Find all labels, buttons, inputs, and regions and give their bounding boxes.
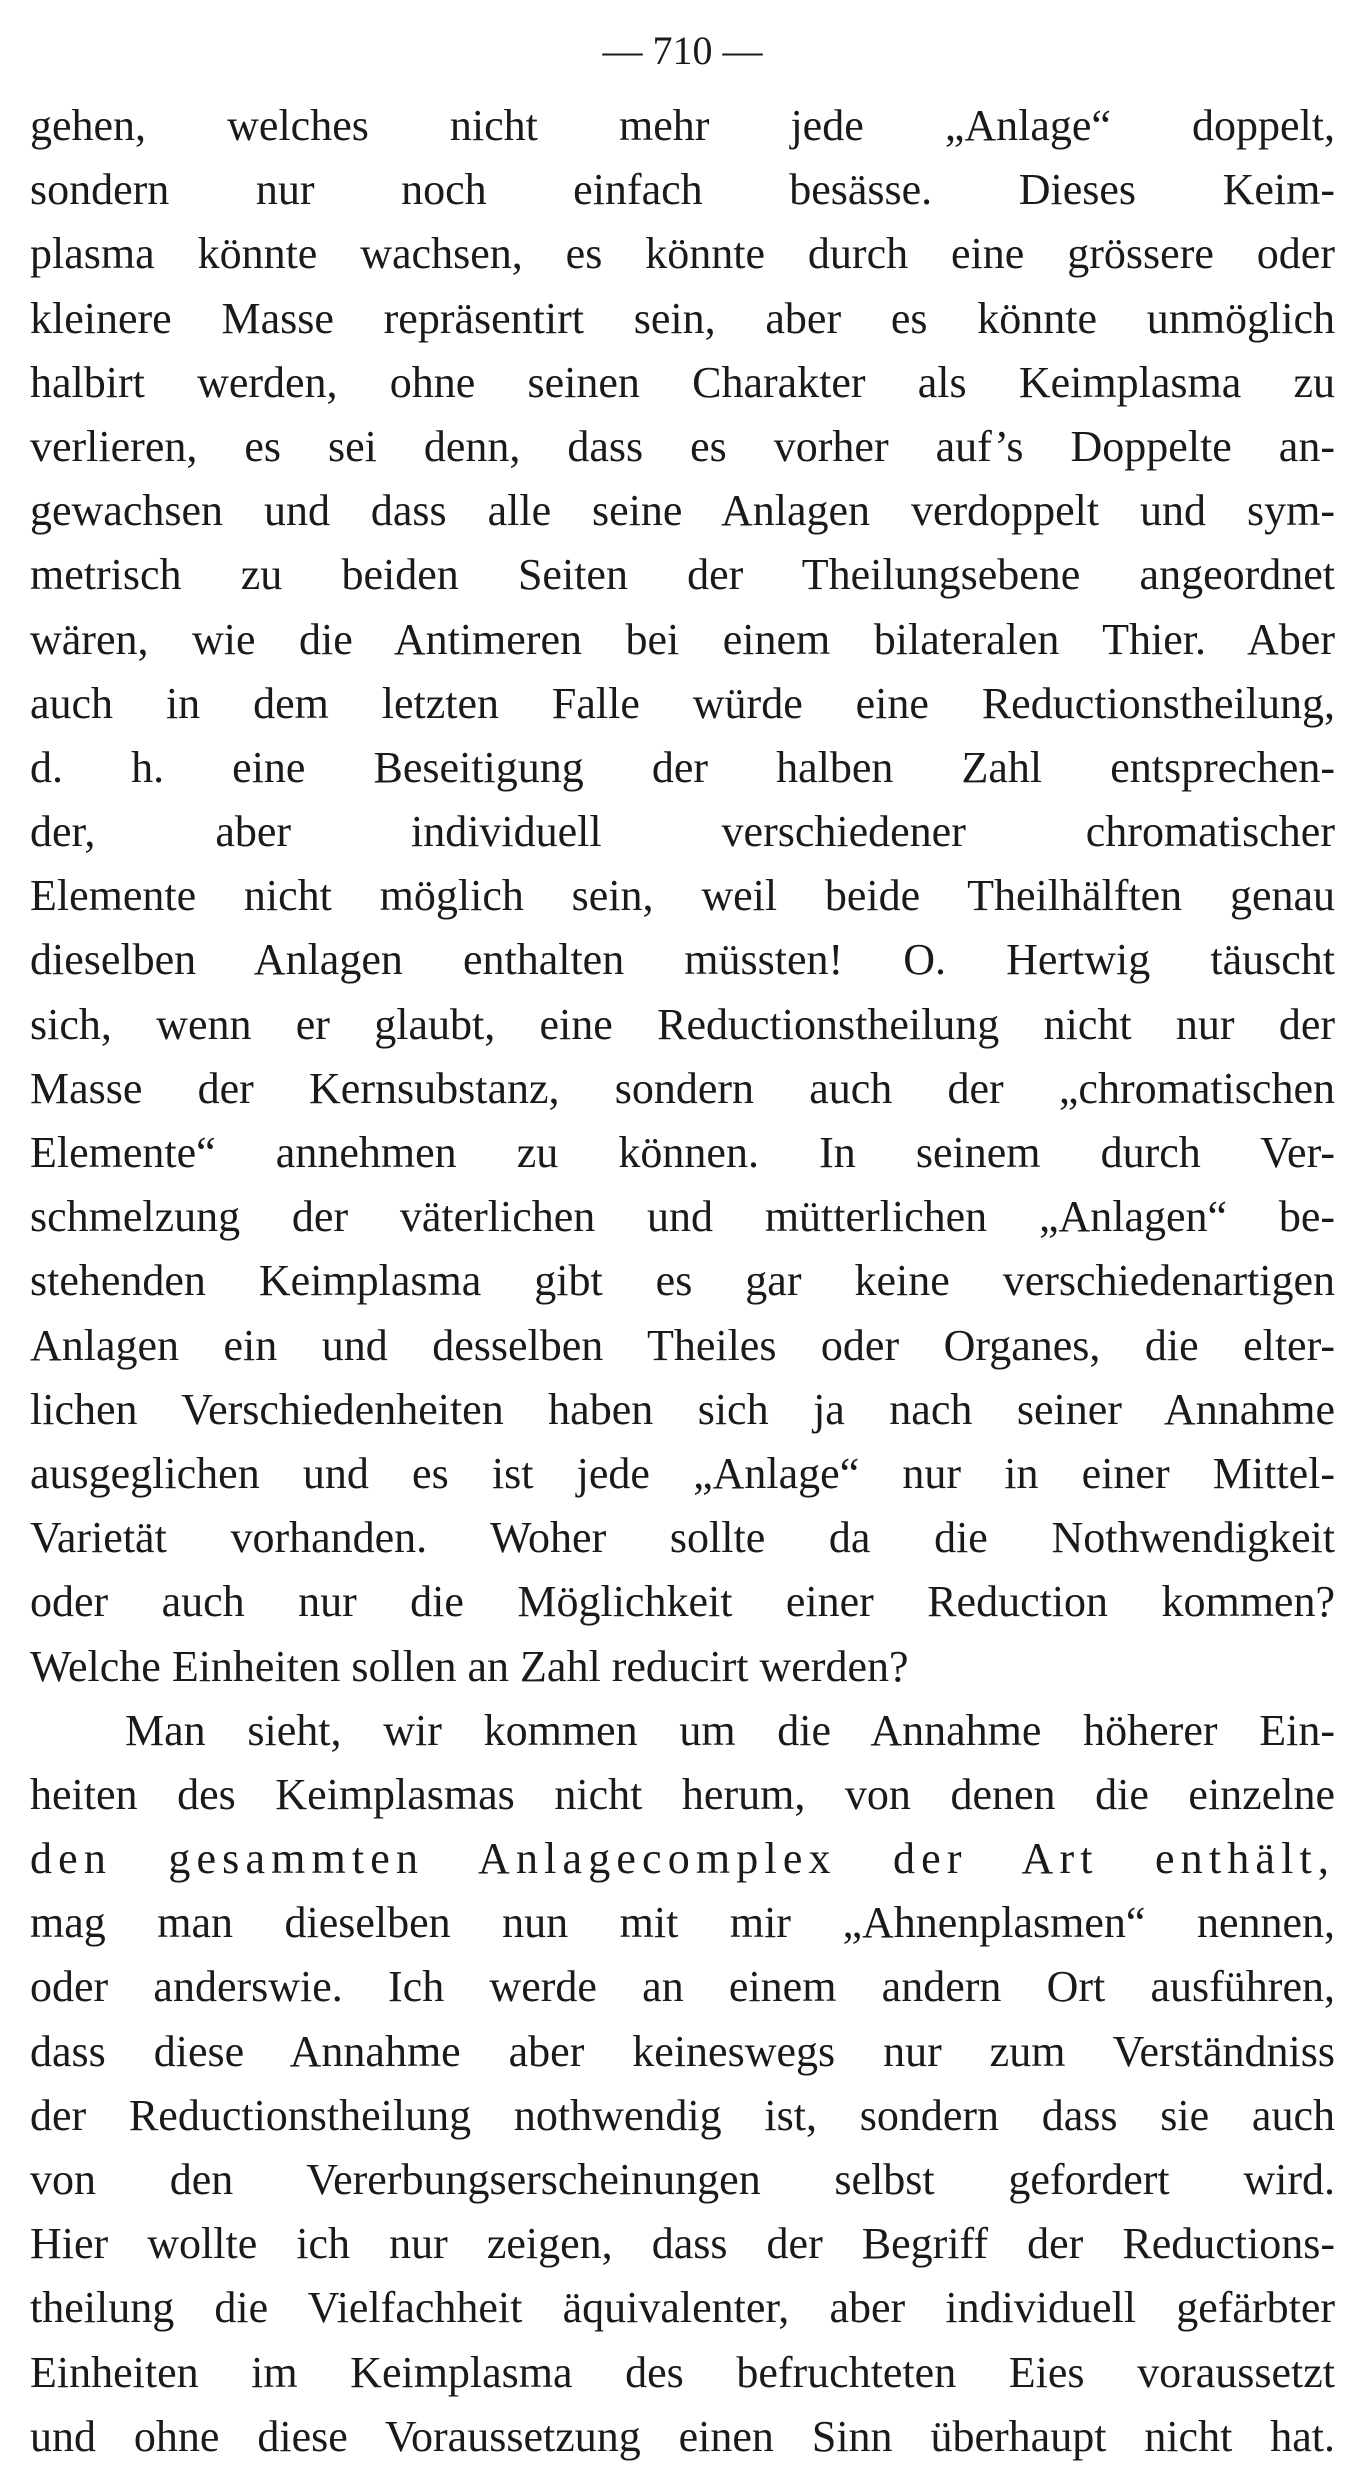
text-line: auch in dem letzten Falle würde eine Reductionstheilung, xyxy=(30,678,1335,728)
text-line: schmelzung der väterlichen und mütterlichen „Anlagen“ be- xyxy=(30,1192,1335,1242)
text-line: der, aber individuell verschiedener chromatischer xyxy=(30,807,1335,857)
text-line: wären, wie die Antimeren bei einem bilateralen Thier. Aber xyxy=(30,614,1335,664)
text-line: Elemente“ annehmen zu können. In seinem durch Ver- xyxy=(30,1128,1335,1177)
text-line: metrisch zu beiden Seiten der Theilungsebene angeordnet xyxy=(30,550,1335,600)
text-line: oder auch nur die Möglichkeit einer Reduction kommen? xyxy=(30,1577,1335,1627)
text-line: halbirt werden, ohne seinen Charakter als Keimplasma zu xyxy=(30,357,1335,407)
text-line: theilung die Vielfachheit äquivalenter, aber individuell gefärbter xyxy=(30,2283,1335,2333)
text-line: Elemente nicht möglich sein, weil beide Theilhälften genau xyxy=(30,871,1335,921)
text-line: gewachsen und dass alle seine Anlagen verdoppelt und sym- xyxy=(30,486,1335,536)
text-line: gehen, welches nicht mehr jede „Anlage“ doppelt, xyxy=(30,101,1335,150)
paragraph-1 xyxy=(30,94,1335,1699)
text-line: Hier wollte ich nur zeigen, dass der Begriff der Reductions- xyxy=(30,2219,1335,2269)
text-line: den gesammten Anlagecomplex der Art enthält, xyxy=(30,1834,1335,1884)
page-number: — 710 — xyxy=(602,28,763,73)
text-line: Masse der Kernsubstanz, sondern auch der „chromatischen xyxy=(30,1063,1335,1113)
text-line: der Reductionstheilung nothwendig ist, sondern dass sie auch xyxy=(30,2090,1335,2140)
text-line: oder anderswie. Ich werde an einem andern Ort ausführen, xyxy=(30,1962,1335,2012)
text-line: mag man dieselben nun mit mir „Ahnenplasmen“ nennen, xyxy=(30,1898,1335,1948)
book-page xyxy=(30,22,1335,2469)
text-line: kleinere Masse repräsentirt sein, aber es könnte unmöglich xyxy=(30,293,1335,343)
text-line: ausgeglichen und es ist jede „Anlage“ nur in einer Mittel- xyxy=(30,1448,1335,1498)
text-line: plasma könnte wachsen, es könnte durch eine grössere oder xyxy=(30,229,1335,279)
text-line: Varietät vorhanden. Woher sollte da die Nothwendigkeit xyxy=(30,1513,1335,1563)
text-line: dieselben Anlagen enthalten müssten! O. Hertwig täuscht xyxy=(30,935,1335,985)
text-line: Anlagen ein und desselben Theiles oder Organes, die elter- xyxy=(30,1320,1335,1370)
text-line: Welche Einheiten sollen an Zahl reducirt werden? xyxy=(30,1641,909,1691)
text-line: dass diese Annahme aber keineswegs nur zum Verständniss xyxy=(30,2026,1335,2076)
text-line: d. h. eine Beseitigung der halben Zahl entsprechen- xyxy=(30,742,1335,792)
text-line: stehenden Keimplasma gibt es gar keine verschiedenartigen xyxy=(30,1256,1335,1306)
text-line: heiten des Keimplasmas nicht herum, von denen die einzelne xyxy=(30,1769,1335,1819)
text-line: verlieren, es sei denn, dass es vorher auf’s Doppelte an- xyxy=(30,421,1335,471)
text-line: lichen Verschiedenheiten haben sich ja nach seiner Annahme xyxy=(30,1384,1335,1434)
text-line: sondern nur noch einfach besässe. Dieses Keim- xyxy=(30,165,1335,215)
text-line: Einheiten im Keimplasma des befruchteten Eies voraussetzt xyxy=(30,2347,1335,2397)
text-line: Man sieht, wir kommen um die Annahme höherer Ein- xyxy=(125,1705,1335,1755)
text-line: sich, wenn er glaubt, eine Reductionstheilung nicht nur der xyxy=(30,999,1335,1049)
text-line: und ohne diese Voraussetzung einen Sinn überhaupt nicht hat. xyxy=(30,2411,1335,2461)
text-line: von den Vererbungserscheinungen selbst gefordert wird. xyxy=(30,2155,1335,2204)
paragraph-2 xyxy=(30,1699,1335,2469)
